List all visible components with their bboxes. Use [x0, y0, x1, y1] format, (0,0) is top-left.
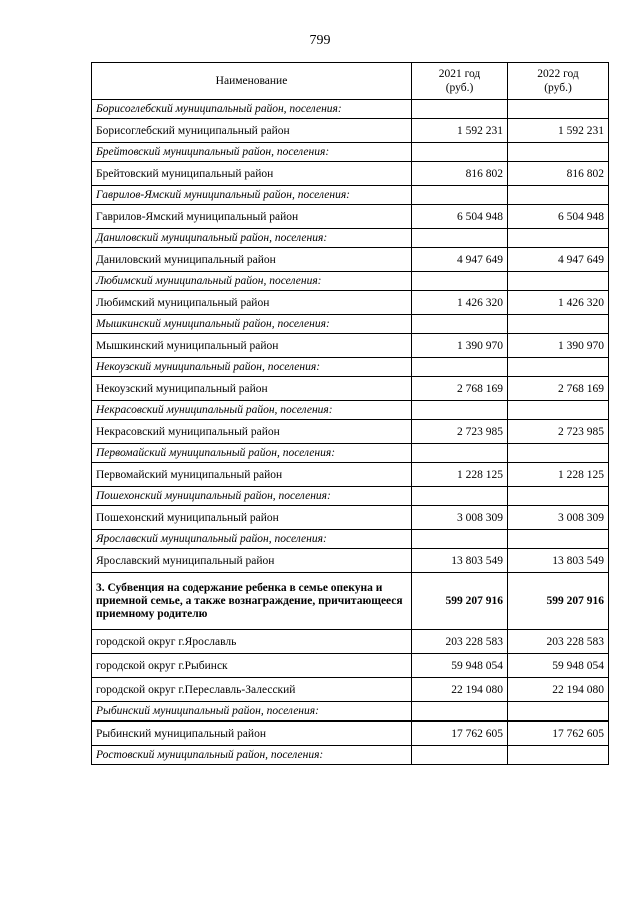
- value-2022: [508, 401, 609, 420]
- subheader-row: [92, 401, 609, 420]
- value-2022: 22 194 080: [508, 678, 609, 702]
- row-name: Некрасовский муниципальный район, поселения:: [92, 401, 412, 420]
- subheader-row: [92, 315, 609, 334]
- subheader-row: [92, 702, 609, 722]
- value-2021: [412, 401, 508, 420]
- row-name: Некоузский муниципальный район: [92, 377, 412, 401]
- value-2021: [412, 746, 508, 765]
- value-2022: [508, 358, 609, 377]
- value-2021: [412, 186, 508, 205]
- row-name: Пошехонский муниципальный район, поселения:: [92, 487, 412, 506]
- value-2021: [412, 315, 508, 334]
- row-name: Ростовский муниципальный район, поселения:: [92, 746, 412, 765]
- row-name: Ярославский муниципальный район: [92, 549, 412, 573]
- value-2021: 4 947 649: [412, 248, 508, 272]
- header-2021: 2021 год (руб.): [412, 63, 508, 100]
- value-2021: 816 802: [412, 162, 508, 186]
- row-name: Первомайский муниципальный район, поселения:: [92, 444, 412, 463]
- row-name: Гаврилов-Ямский муниципальный район: [92, 205, 412, 229]
- subheader-row: [92, 272, 609, 291]
- row-name: Ярославский муниципальный район, поселения:: [92, 530, 412, 549]
- section-row: [92, 573, 609, 630]
- value-2022: 2 768 169: [508, 377, 609, 401]
- value-2022: 599 207 916: [508, 573, 609, 630]
- value-2021: [412, 487, 508, 506]
- table-row: [92, 291, 609, 315]
- value-2021: 1 228 125: [412, 463, 508, 487]
- row-name: Мышкинский муниципальный район, поселения:: [92, 315, 412, 334]
- value-2022: 4 947 649: [508, 248, 609, 272]
- table-row: [92, 119, 609, 143]
- value-2022: 1 390 970: [508, 334, 609, 358]
- row-name: городской округ г.Ярославль: [92, 630, 412, 654]
- row-name: 3. Субвенция на содержание ребенка в семье опекуна и приемной семье, а также вознаграждение, причитающееся приемному родителю: [92, 573, 412, 630]
- value-2022: 13 803 549: [508, 549, 609, 573]
- row-name: Некоузский муниципальный район, поселения:: [92, 358, 412, 377]
- table-header-row: [92, 63, 609, 100]
- row-name: Рыбинский муниципальный район, поселения:: [92, 702, 412, 722]
- subheader-row: [92, 358, 609, 377]
- value-2022: [508, 702, 609, 722]
- table-body: [92, 100, 609, 765]
- value-2021: [412, 100, 508, 119]
- value-2021: [412, 444, 508, 463]
- value-2021: [412, 358, 508, 377]
- subheader-row: [92, 143, 609, 162]
- value-2022: 1 426 320: [508, 291, 609, 315]
- value-2022: 59 948 054: [508, 654, 609, 678]
- budget-table: [91, 62, 609, 765]
- table-row: [92, 162, 609, 186]
- row-name: городской округ г.Переславль-Залесский: [92, 678, 412, 702]
- value-2021: [412, 272, 508, 291]
- subheader-row: [92, 100, 609, 119]
- value-2022: 2 723 985: [508, 420, 609, 444]
- table-row: [92, 678, 609, 702]
- row-name: Мышкинский муниципальный район: [92, 334, 412, 358]
- row-name: городской округ г.Рыбинск: [92, 654, 412, 678]
- value-2022: [508, 272, 609, 291]
- header-2022: 2022 год (руб.): [508, 63, 609, 100]
- subheader-row: [92, 444, 609, 463]
- page-number: 799: [309, 33, 331, 48]
- value-2022: [508, 315, 609, 334]
- value-2022: [508, 746, 609, 765]
- value-2022: [508, 487, 609, 506]
- value-2021: 2 723 985: [412, 420, 508, 444]
- value-2021: 6 504 948: [412, 205, 508, 229]
- header-name: Наименование: [92, 63, 412, 100]
- value-2021: 1 390 970: [412, 334, 508, 358]
- value-2022: [508, 444, 609, 463]
- table-row: [92, 549, 609, 573]
- row-name: Первомайский муниципальный район: [92, 463, 412, 487]
- row-name: Гаврилов-Ямский муниципальный район, поселения:: [92, 186, 412, 205]
- row-name: Некрасовский муниципальный район: [92, 420, 412, 444]
- value-2021: 13 803 549: [412, 549, 508, 573]
- value-2021: 1 426 320: [412, 291, 508, 315]
- value-2022: 17 762 605: [508, 721, 609, 746]
- value-2022: [508, 186, 609, 205]
- value-2022: [508, 530, 609, 549]
- value-2021: 22 194 080: [412, 678, 508, 702]
- value-2022: 203 228 583: [508, 630, 609, 654]
- value-2021: [412, 702, 508, 722]
- row-name: Пошехонский муниципальный район: [92, 506, 412, 530]
- table-row: [92, 334, 609, 358]
- row-name: Брейтовский муниципальный район, поселения:: [92, 143, 412, 162]
- row-name: Борисоглебский муниципальный район, поселения:: [92, 100, 412, 119]
- subheader-row: [92, 746, 609, 765]
- subheader-row: [92, 186, 609, 205]
- value-2022: 1 592 231: [508, 119, 609, 143]
- table-row: [92, 377, 609, 401]
- value-2021: 3 008 309: [412, 506, 508, 530]
- value-2021: 17 762 605: [412, 721, 508, 746]
- row-name: Любимский муниципальный район: [92, 291, 412, 315]
- subheader-row: [92, 530, 609, 549]
- table-row: [92, 420, 609, 444]
- row-name: Даниловский муниципальный район, поселения:: [92, 229, 412, 248]
- table-row: [92, 630, 609, 654]
- table-row: [92, 506, 609, 530]
- value-2022: [508, 143, 609, 162]
- row-name: Рыбинский муниципальный район: [92, 721, 412, 746]
- value-2022: 3 008 309: [508, 506, 609, 530]
- table-row: [92, 205, 609, 229]
- table-row: [92, 654, 609, 678]
- value-2022: [508, 100, 609, 119]
- subheader-row: [92, 487, 609, 506]
- value-2021: [412, 530, 508, 549]
- value-2022: [508, 229, 609, 248]
- table-row: [92, 248, 609, 272]
- row-name: Любимский муниципальный район, поселения:: [92, 272, 412, 291]
- value-2021: 2 768 169: [412, 377, 508, 401]
- row-name: Брейтовский муниципальный район: [92, 162, 412, 186]
- table-row: [92, 721, 609, 746]
- value-2021: 1 592 231: [412, 119, 508, 143]
- value-2022: 6 504 948: [508, 205, 609, 229]
- value-2021: 599 207 916: [412, 573, 508, 630]
- value-2021: 59 948 054: [412, 654, 508, 678]
- table-row: [92, 463, 609, 487]
- row-name: Борисоглебский муниципальный район: [92, 119, 412, 143]
- value-2022: 1 228 125: [508, 463, 609, 487]
- row-name: Даниловский муниципальный район: [92, 248, 412, 272]
- value-2021: [412, 143, 508, 162]
- value-2021: 203 228 583: [412, 630, 508, 654]
- value-2021: [412, 229, 508, 248]
- value-2022: 816 802: [508, 162, 609, 186]
- subheader-row: [92, 229, 609, 248]
